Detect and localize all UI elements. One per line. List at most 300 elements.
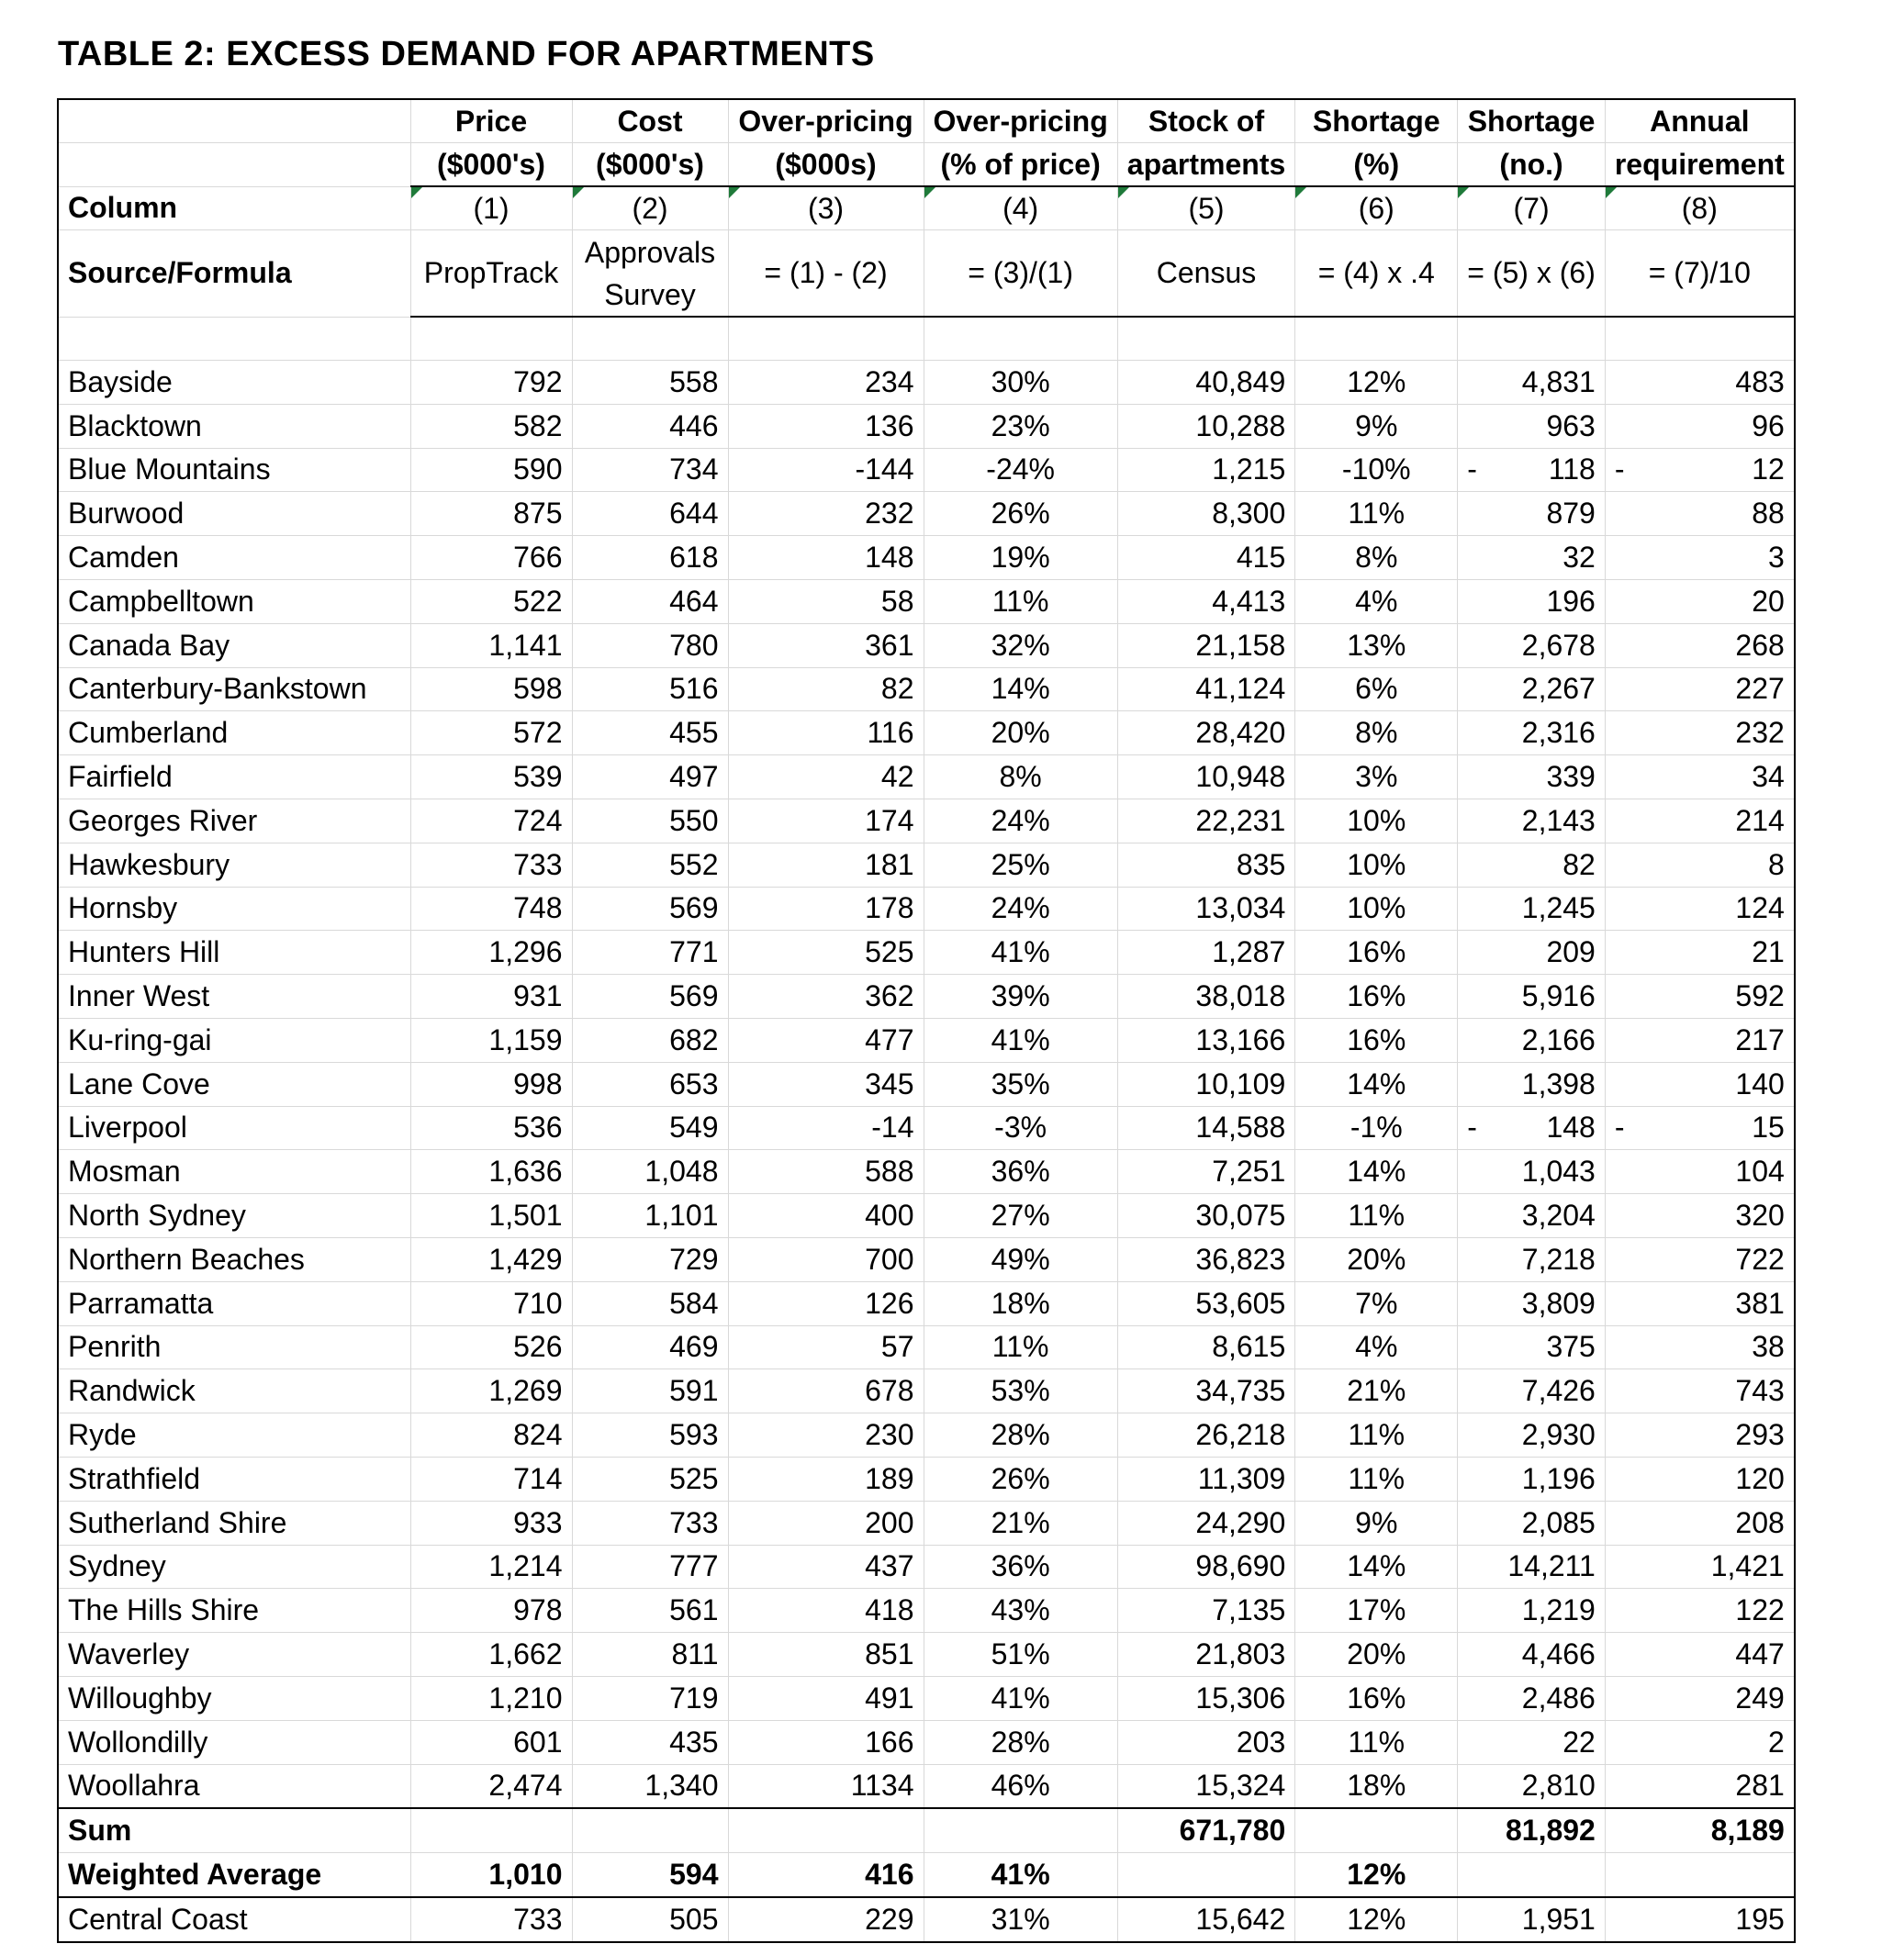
lga-name: Strathfield bbox=[58, 1457, 410, 1501]
weighted-average-label: Weighted Average bbox=[58, 1853, 410, 1897]
cell-shortage-no: 22 bbox=[1458, 1720, 1606, 1764]
cell-shortage-no: 2,810 bbox=[1458, 1764, 1606, 1808]
cell-shortage-no-wrap bbox=[1467, 452, 1596, 486]
cell-stock: 41,124 bbox=[1117, 667, 1295, 711]
cell-shortage-pct: 4% bbox=[1295, 1325, 1458, 1369]
cell-price: 1,296 bbox=[410, 931, 572, 975]
cell-overpricing-pct: 39% bbox=[924, 975, 1117, 1019]
cell-shortage-pct: 10% bbox=[1295, 799, 1458, 843]
excess-demand-table bbox=[57, 98, 1796, 1943]
cell-overpricing-dollars: 477 bbox=[728, 1018, 924, 1062]
cell-price: 582 bbox=[410, 404, 572, 448]
spacer-cell bbox=[1605, 317, 1794, 361]
table-row bbox=[58, 1545, 1795, 1589]
cell-stock: 21,158 bbox=[1117, 623, 1295, 667]
negative-sign: - bbox=[1467, 452, 1477, 486]
lga-name: Campbelltown bbox=[58, 579, 410, 623]
cell-price: 601 bbox=[410, 1720, 572, 1764]
cell-overpricing-dollars: 678 bbox=[728, 1369, 924, 1413]
cell-overpricing-pct: 43% bbox=[924, 1589, 1117, 1633]
cell-stock: 34,735 bbox=[1117, 1369, 1295, 1413]
source-7: = (5) x (6) bbox=[1458, 230, 1606, 318]
sum-shortage-no: 81,892 bbox=[1458, 1808, 1606, 1852]
cell-shortage-no: 1,951 bbox=[1458, 1897, 1606, 1942]
cell-shortage-no: 2,267 bbox=[1458, 667, 1606, 711]
cell-cost: 550 bbox=[572, 799, 728, 843]
cell-overpricing-dollars: 166 bbox=[728, 1720, 924, 1764]
table-row bbox=[58, 931, 1795, 975]
cell-overpricing-pct: 18% bbox=[924, 1281, 1117, 1325]
cell-overpricing-pct: 36% bbox=[924, 1545, 1117, 1589]
cell-shortage-no-value: 148 bbox=[1546, 1111, 1596, 1145]
cell-annual-requirement: 722 bbox=[1605, 1237, 1794, 1281]
header-overpricing-pct: Over-pricing bbox=[924, 99, 1117, 143]
cell-cost: 569 bbox=[572, 975, 728, 1019]
cell-overpricing-pct: 36% bbox=[924, 1150, 1117, 1194]
cell-shortage-no: 2,678 bbox=[1458, 623, 1606, 667]
weighted-overpricing-dollars: 416 bbox=[728, 1853, 924, 1897]
spacer-cell bbox=[924, 317, 1117, 361]
cell-shortage-pct: 18% bbox=[1295, 1764, 1458, 1808]
cell-overpricing-pct: 31% bbox=[924, 1897, 1117, 1942]
cell-overpricing-pct: -3% bbox=[924, 1106, 1117, 1150]
cell-stock: 835 bbox=[1117, 843, 1295, 887]
source-5: Census bbox=[1117, 230, 1295, 318]
table-row bbox=[58, 1018, 1795, 1062]
lga-name: Camden bbox=[58, 536, 410, 580]
header-unit-price: ($000's) bbox=[410, 143, 572, 187]
lga-name: Blacktown bbox=[58, 404, 410, 448]
cell-overpricing-pct: 19% bbox=[924, 536, 1117, 580]
negative-sign: - bbox=[1467, 1111, 1477, 1145]
table-row bbox=[58, 1720, 1795, 1764]
cell-cost: 780 bbox=[572, 623, 728, 667]
spacer-cell bbox=[572, 317, 728, 361]
source-2 bbox=[572, 230, 728, 318]
cell-cost: 1,340 bbox=[572, 1764, 728, 1808]
cell-stock: 4,413 bbox=[1117, 579, 1295, 623]
lga-name: Georges River bbox=[58, 799, 410, 843]
lga-name: Hunters Hill bbox=[58, 931, 410, 975]
cell-overpricing-dollars: 126 bbox=[728, 1281, 924, 1325]
cell-cost: 733 bbox=[572, 1501, 728, 1545]
header-blank bbox=[58, 143, 410, 187]
cell-annual-requirement: 268 bbox=[1605, 623, 1794, 667]
cell-shortage-no: 1,398 bbox=[1458, 1062, 1606, 1106]
cell-cost: 618 bbox=[572, 536, 728, 580]
cell-overpricing-pct: 26% bbox=[924, 492, 1117, 536]
column-label: Column bbox=[58, 186, 410, 230]
cell-annual-requirement: 104 bbox=[1605, 1150, 1794, 1194]
cell-price: 1,269 bbox=[410, 1369, 572, 1413]
cell-overpricing-dollars: 851 bbox=[728, 1633, 924, 1677]
header-row-2 bbox=[58, 143, 1795, 187]
header-overpricing-dollars: Over-pricing bbox=[728, 99, 924, 143]
cell-shortage-pct: 11% bbox=[1295, 1194, 1458, 1238]
cell-overpricing-pct: 35% bbox=[924, 1062, 1117, 1106]
table-row bbox=[58, 1281, 1795, 1325]
cell-overpricing-dollars: -144 bbox=[728, 448, 924, 492]
cell-price: 824 bbox=[410, 1413, 572, 1458]
lga-name: Liverpool bbox=[58, 1106, 410, 1150]
column-number-5: (5) bbox=[1117, 186, 1295, 230]
cell-shortage-pct: 11% bbox=[1295, 1457, 1458, 1501]
cell-cost: 591 bbox=[572, 1369, 728, 1413]
cell-shortage-pct: 9% bbox=[1295, 1501, 1458, 1545]
cell-cost: 593 bbox=[572, 1413, 728, 1458]
cell-shortage-pct: 13% bbox=[1295, 623, 1458, 667]
cell-shortage-no bbox=[1458, 448, 1606, 492]
table-row bbox=[58, 1369, 1795, 1413]
cell-stock: 15,306 bbox=[1117, 1676, 1295, 1720]
cell-cost: 777 bbox=[572, 1545, 728, 1589]
table-row bbox=[58, 1194, 1795, 1238]
cell-annual-requirement-value: 15 bbox=[1752, 1111, 1785, 1145]
cell-shortage-no: 2,166 bbox=[1458, 1018, 1606, 1062]
cell-annual-requirement: 2 bbox=[1605, 1720, 1794, 1764]
cell-overpricing-dollars: 174 bbox=[728, 799, 924, 843]
lga-name: Ryde bbox=[58, 1413, 410, 1458]
cell-shortage-pct: 20% bbox=[1295, 1633, 1458, 1677]
cell-overpricing-dollars: 178 bbox=[728, 887, 924, 931]
lga-name: Penrith bbox=[58, 1325, 410, 1369]
column-number-4: (4) bbox=[924, 186, 1117, 230]
cell-shortage-pct: 12% bbox=[1295, 1897, 1458, 1942]
spacer-cell bbox=[58, 317, 410, 361]
cell-price: 1,210 bbox=[410, 1676, 572, 1720]
cell-shortage-pct: 20% bbox=[1295, 1237, 1458, 1281]
cell-overpricing-pct: 27% bbox=[924, 1194, 1117, 1238]
cell-shortage-pct: 9% bbox=[1295, 404, 1458, 448]
cell-cost: 644 bbox=[572, 492, 728, 536]
cell-shortage-no: 375 bbox=[1458, 1325, 1606, 1369]
lga-name: Wollondilly bbox=[58, 1720, 410, 1764]
header-unit-shortage-no: (no.) bbox=[1458, 143, 1606, 187]
cell-stock: 30,075 bbox=[1117, 1194, 1295, 1238]
cell-price: 1,636 bbox=[410, 1150, 572, 1194]
weighted-annual-requirement bbox=[1605, 1853, 1794, 1897]
table-row bbox=[58, 1325, 1795, 1369]
cell-shortage-pct: 8% bbox=[1295, 536, 1458, 580]
cell-overpricing-dollars: 229 bbox=[728, 1897, 924, 1942]
header-annual: Annual bbox=[1605, 99, 1794, 143]
cell-overpricing-dollars: 1134 bbox=[728, 1764, 924, 1808]
cell-shortage-pct: 3% bbox=[1295, 755, 1458, 799]
cell-overpricing-dollars: 418 bbox=[728, 1589, 924, 1633]
spacer-cell bbox=[1117, 317, 1295, 361]
header-unit-stock: apartments bbox=[1117, 143, 1295, 187]
source-2-line-1: Approvals bbox=[584, 235, 716, 269]
cell-overpricing-dollars: 345 bbox=[728, 1062, 924, 1106]
cell-stock: 14,588 bbox=[1117, 1106, 1295, 1150]
source-8: = (7)/10 bbox=[1605, 230, 1794, 318]
column-number-8: (8) bbox=[1605, 186, 1794, 230]
cell-annual-requirement bbox=[1605, 1106, 1794, 1150]
cell-overpricing-dollars: -14 bbox=[728, 1106, 924, 1150]
cell-annual-requirement: 96 bbox=[1605, 404, 1794, 448]
cell-stock: 415 bbox=[1117, 536, 1295, 580]
cell-overpricing-pct: 20% bbox=[924, 711, 1117, 755]
cell-annual-requirement: 249 bbox=[1605, 1676, 1794, 1720]
source-2-line-2: Survey bbox=[604, 277, 696, 311]
cell-overpricing-pct: 21% bbox=[924, 1501, 1117, 1545]
cell-shortage-pct: 16% bbox=[1295, 975, 1458, 1019]
cell-shortage-no-value: 118 bbox=[1548, 452, 1596, 486]
sum-price bbox=[410, 1808, 572, 1852]
cell-shortage-pct: 10% bbox=[1295, 887, 1458, 931]
header-unit-overpricing-dollars: ($000s) bbox=[728, 143, 924, 187]
cell-cost: 446 bbox=[572, 404, 728, 448]
cell-annual-requirement: 122 bbox=[1605, 1589, 1794, 1633]
cell-overpricing-dollars: 82 bbox=[728, 667, 924, 711]
cell-stock: 10,288 bbox=[1117, 404, 1295, 448]
cell-price: 572 bbox=[410, 711, 572, 755]
table-row bbox=[58, 755, 1795, 799]
cell-cost: 771 bbox=[572, 931, 728, 975]
cell-shortage-no: 1,043 bbox=[1458, 1150, 1606, 1194]
cell-cost: 569 bbox=[572, 887, 728, 931]
cell-annual-requirement: 120 bbox=[1605, 1457, 1794, 1501]
cell-overpricing-dollars: 361 bbox=[728, 623, 924, 667]
table-row bbox=[58, 975, 1795, 1019]
cell-shortage-no: 196 bbox=[1458, 579, 1606, 623]
table-row bbox=[58, 1764, 1795, 1808]
cell-stock: 203 bbox=[1117, 1720, 1295, 1764]
header-blank bbox=[58, 99, 410, 143]
cell-cost: 1,048 bbox=[572, 1150, 728, 1194]
cell-annual-requirement: 195 bbox=[1605, 1897, 1794, 1942]
source-6: = (4) x .4 bbox=[1295, 230, 1458, 318]
cell-annual-requirement: 34 bbox=[1605, 755, 1794, 799]
cell-cost: 811 bbox=[572, 1633, 728, 1677]
cell-shortage-no: 879 bbox=[1458, 492, 1606, 536]
header-unit-cost: ($000's) bbox=[572, 143, 728, 187]
cell-price: 733 bbox=[410, 843, 572, 887]
weighted-price: 1,010 bbox=[410, 1853, 572, 1897]
cell-cost: 505 bbox=[572, 1897, 728, 1942]
cell-stock: 7,251 bbox=[1117, 1150, 1295, 1194]
sum-row bbox=[58, 1808, 1795, 1852]
table-title: TABLE 2: EXCESS DEMAND FOR APARTMENTS bbox=[58, 35, 875, 73]
source-1: PropTrack bbox=[410, 230, 572, 318]
cell-stock: 1,215 bbox=[1117, 448, 1295, 492]
cell-overpricing-pct: 51% bbox=[924, 1633, 1117, 1677]
cell-shortage-pct: 16% bbox=[1295, 931, 1458, 975]
table-row bbox=[58, 579, 1795, 623]
cell-shortage-pct: 11% bbox=[1295, 492, 1458, 536]
cell-overpricing-dollars: 181 bbox=[728, 843, 924, 887]
cell-cost: 653 bbox=[572, 1062, 728, 1106]
header-shortage-pct: Shortage bbox=[1295, 99, 1458, 143]
cell-stock: 15,642 bbox=[1117, 1897, 1295, 1942]
cell-annual-requirement: 1,421 bbox=[1605, 1545, 1794, 1589]
cell-price: 526 bbox=[410, 1325, 572, 1369]
cell-cost: 525 bbox=[572, 1457, 728, 1501]
cell-annual-requirement: 38 bbox=[1605, 1325, 1794, 1369]
cell-annual-requirement: 8 bbox=[1605, 843, 1794, 887]
table-row bbox=[58, 1062, 1795, 1106]
cell-overpricing-dollars: 57 bbox=[728, 1325, 924, 1369]
cell-stock: 10,948 bbox=[1117, 755, 1295, 799]
cell-price: 1,141 bbox=[410, 623, 572, 667]
table-row bbox=[58, 1150, 1795, 1194]
cell-overpricing-pct: 49% bbox=[924, 1237, 1117, 1281]
lga-name: Burwood bbox=[58, 492, 410, 536]
table-row bbox=[58, 536, 1795, 580]
lga-name: Inner West bbox=[58, 975, 410, 1019]
cell-overpricing-pct: 41% bbox=[924, 931, 1117, 975]
sum-label: Sum bbox=[58, 1808, 410, 1852]
cell-shortage-no: 3,809 bbox=[1458, 1281, 1606, 1325]
weighted-average-row bbox=[58, 1853, 1795, 1897]
cell-cost: 719 bbox=[572, 1676, 728, 1720]
cell-price: 590 bbox=[410, 448, 572, 492]
table-row bbox=[58, 1413, 1795, 1458]
cell-shortage-no: 5,916 bbox=[1458, 975, 1606, 1019]
sum-overpricing-pct bbox=[924, 1808, 1117, 1852]
cell-overpricing-dollars: 588 bbox=[728, 1150, 924, 1194]
cell-price: 1,214 bbox=[410, 1545, 572, 1589]
cell-shortage-no: 7,426 bbox=[1458, 1369, 1606, 1413]
cell-overpricing-dollars: 700 bbox=[728, 1237, 924, 1281]
cell-price: 710 bbox=[410, 1281, 572, 1325]
sum-overpricing-dollars bbox=[728, 1808, 924, 1852]
cell-annual-requirement: 293 bbox=[1605, 1413, 1794, 1458]
table-row bbox=[58, 492, 1795, 536]
cell-shortage-pct: 10% bbox=[1295, 843, 1458, 887]
cell-stock: 8,615 bbox=[1117, 1325, 1295, 1369]
header-cost: Cost bbox=[572, 99, 728, 143]
weighted-overpricing-pct: 41% bbox=[924, 1853, 1117, 1897]
cell-overpricing-pct: 23% bbox=[924, 404, 1117, 448]
lga-name: Blue Mountains bbox=[58, 448, 410, 492]
cell-stock: 13,166 bbox=[1117, 1018, 1295, 1062]
cell-overpricing-pct: 28% bbox=[924, 1720, 1117, 1764]
negative-sign: - bbox=[1614, 452, 1625, 486]
table-row bbox=[58, 361, 1795, 405]
lga-name: Hawkesbury bbox=[58, 843, 410, 887]
cell-overpricing-dollars: 42 bbox=[728, 755, 924, 799]
cell-cost: 1,101 bbox=[572, 1194, 728, 1238]
cell-cost: 435 bbox=[572, 1720, 728, 1764]
cell-price: 792 bbox=[410, 361, 572, 405]
lga-name: Hornsby bbox=[58, 887, 410, 931]
cell-shortage-no: 7,218 bbox=[1458, 1237, 1606, 1281]
lga-name: Ku-ring-gai bbox=[58, 1018, 410, 1062]
weighted-stock bbox=[1117, 1853, 1295, 1897]
cell-shortage-no: 2,085 bbox=[1458, 1501, 1606, 1545]
header-unit-overpricing-pct: (% of price) bbox=[924, 143, 1117, 187]
table-row bbox=[58, 1237, 1795, 1281]
cell-annual-requirement: 214 bbox=[1605, 799, 1794, 843]
cell-stock: 36,823 bbox=[1117, 1237, 1295, 1281]
lga-name: Fairfield bbox=[58, 755, 410, 799]
cell-overpricing-pct: 11% bbox=[924, 1325, 1117, 1369]
cell-overpricing-pct: 28% bbox=[924, 1413, 1117, 1458]
spacer-cell bbox=[1458, 317, 1606, 361]
cell-annual-requirement-wrap bbox=[1615, 452, 1785, 486]
spacer-cell bbox=[410, 317, 572, 361]
cell-annual-requirement: 592 bbox=[1605, 975, 1794, 1019]
spacer-row bbox=[58, 317, 1795, 361]
cell-shortage-pct: 14% bbox=[1295, 1150, 1458, 1194]
lga-name: Bayside bbox=[58, 361, 410, 405]
cell-shortage-no: 2,930 bbox=[1458, 1413, 1606, 1458]
cell-shortage-pct: 11% bbox=[1295, 1720, 1458, 1764]
cell-stock: 98,690 bbox=[1117, 1545, 1295, 1589]
cell-shortage-no: 1,196 bbox=[1458, 1457, 1606, 1501]
table-row bbox=[58, 667, 1795, 711]
lga-name: Sydney bbox=[58, 1545, 410, 1589]
cell-annual-requirement: 20 bbox=[1605, 579, 1794, 623]
cell-price: 1,662 bbox=[410, 1633, 572, 1677]
cell-overpricing-dollars: 148 bbox=[728, 536, 924, 580]
cell-price: 978 bbox=[410, 1589, 572, 1633]
cell-overpricing-dollars: 200 bbox=[728, 1501, 924, 1545]
sum-cost bbox=[572, 1808, 728, 1852]
cell-annual-requirement: 217 bbox=[1605, 1018, 1794, 1062]
cell-overpricing-pct: 41% bbox=[924, 1018, 1117, 1062]
cell-price: 766 bbox=[410, 536, 572, 580]
cell-annual-requirement: 743 bbox=[1605, 1369, 1794, 1413]
cell-overpricing-pct: 8% bbox=[924, 755, 1117, 799]
column-number-1: (1) bbox=[410, 186, 572, 230]
lga-name: Cumberland bbox=[58, 711, 410, 755]
table-row bbox=[58, 448, 1795, 492]
cell-annual-requirement: 140 bbox=[1605, 1062, 1794, 1106]
source-label: Source/Formula bbox=[58, 230, 410, 318]
cell-cost: 584 bbox=[572, 1281, 728, 1325]
cell-shortage-no: 2,486 bbox=[1458, 1676, 1606, 1720]
cell-annual-requirement: 227 bbox=[1605, 667, 1794, 711]
header-shortage-no: Shortage bbox=[1458, 99, 1606, 143]
cell-price: 539 bbox=[410, 755, 572, 799]
cell-stock: 13,034 bbox=[1117, 887, 1295, 931]
cell-shortage-no: 32 bbox=[1458, 536, 1606, 580]
source-row bbox=[58, 230, 1795, 318]
column-number-row bbox=[58, 186, 1795, 230]
cell-shortage-no: 2,316 bbox=[1458, 711, 1606, 755]
cell-shortage-pct: 6% bbox=[1295, 667, 1458, 711]
cell-cost: 682 bbox=[572, 1018, 728, 1062]
cell-annual-requirement bbox=[1605, 448, 1794, 492]
cell-stock: 28,420 bbox=[1117, 711, 1295, 755]
cell-shortage-no: 963 bbox=[1458, 404, 1606, 448]
cell-stock: 8,300 bbox=[1117, 492, 1295, 536]
cell-shortage-no: 1,219 bbox=[1458, 1589, 1606, 1633]
cell-overpricing-pct: -24% bbox=[924, 448, 1117, 492]
cell-stock: 15,324 bbox=[1117, 1764, 1295, 1808]
header-unit-annual: requirement bbox=[1605, 143, 1794, 187]
cell-overpricing-dollars: 58 bbox=[728, 579, 924, 623]
cell-overpricing-dollars: 491 bbox=[728, 1676, 924, 1720]
column-number-6: (6) bbox=[1295, 186, 1458, 230]
cell-price: 1,501 bbox=[410, 1194, 572, 1238]
cell-annual-requirement: 21 bbox=[1605, 931, 1794, 975]
cell-cost: 734 bbox=[572, 448, 728, 492]
spacer-cell bbox=[1295, 317, 1458, 361]
cell-shortage-no: 2,143 bbox=[1458, 799, 1606, 843]
cell-annual-requirement: 232 bbox=[1605, 711, 1794, 755]
cell-stock: 24,290 bbox=[1117, 1501, 1295, 1545]
cell-annual-requirement-value: 12 bbox=[1752, 452, 1785, 486]
weighted-shortage-no bbox=[1458, 1853, 1606, 1897]
lga-name: Randwick bbox=[58, 1369, 410, 1413]
column-number-7: (7) bbox=[1458, 186, 1606, 230]
table-row bbox=[58, 1501, 1795, 1545]
cell-cost: 552 bbox=[572, 843, 728, 887]
cell-overpricing-dollars: 136 bbox=[728, 404, 924, 448]
